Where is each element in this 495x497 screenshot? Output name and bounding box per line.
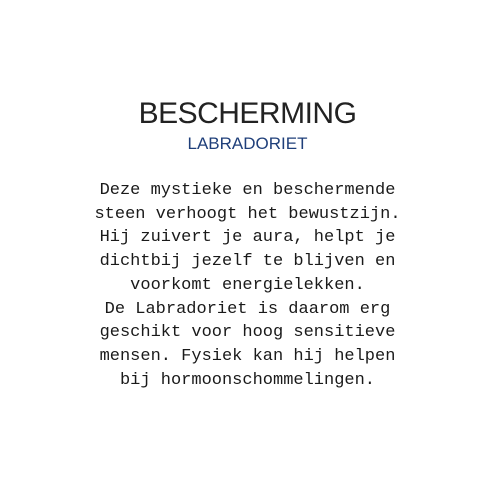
description-line: steen verhoogt het bewustzijn. <box>94 204 401 224</box>
stone-name: LABRADORIET <box>187 134 308 153</box>
description-line: geschikt voor hoog sensitieve <box>99 323 396 343</box>
description-line: mensen. Fysiek kan hij helpen <box>99 346 396 366</box>
description-line: dichtbij jezelf te blijven en <box>99 252 396 272</box>
description-line: Deze mystieke en beschermende <box>99 181 396 200</box>
description-line: De Labradoriet is daarom erg <box>104 299 391 319</box>
description-text <box>0 179 495 392</box>
description-line: bij hormoonschommelingen. <box>119 370 376 390</box>
page-title: BESCHERMING <box>138 97 357 130</box>
description-line: voorkomt energielekken. <box>130 275 365 295</box>
description-line: Hij zuivert je aura, helpt je <box>99 228 396 248</box>
